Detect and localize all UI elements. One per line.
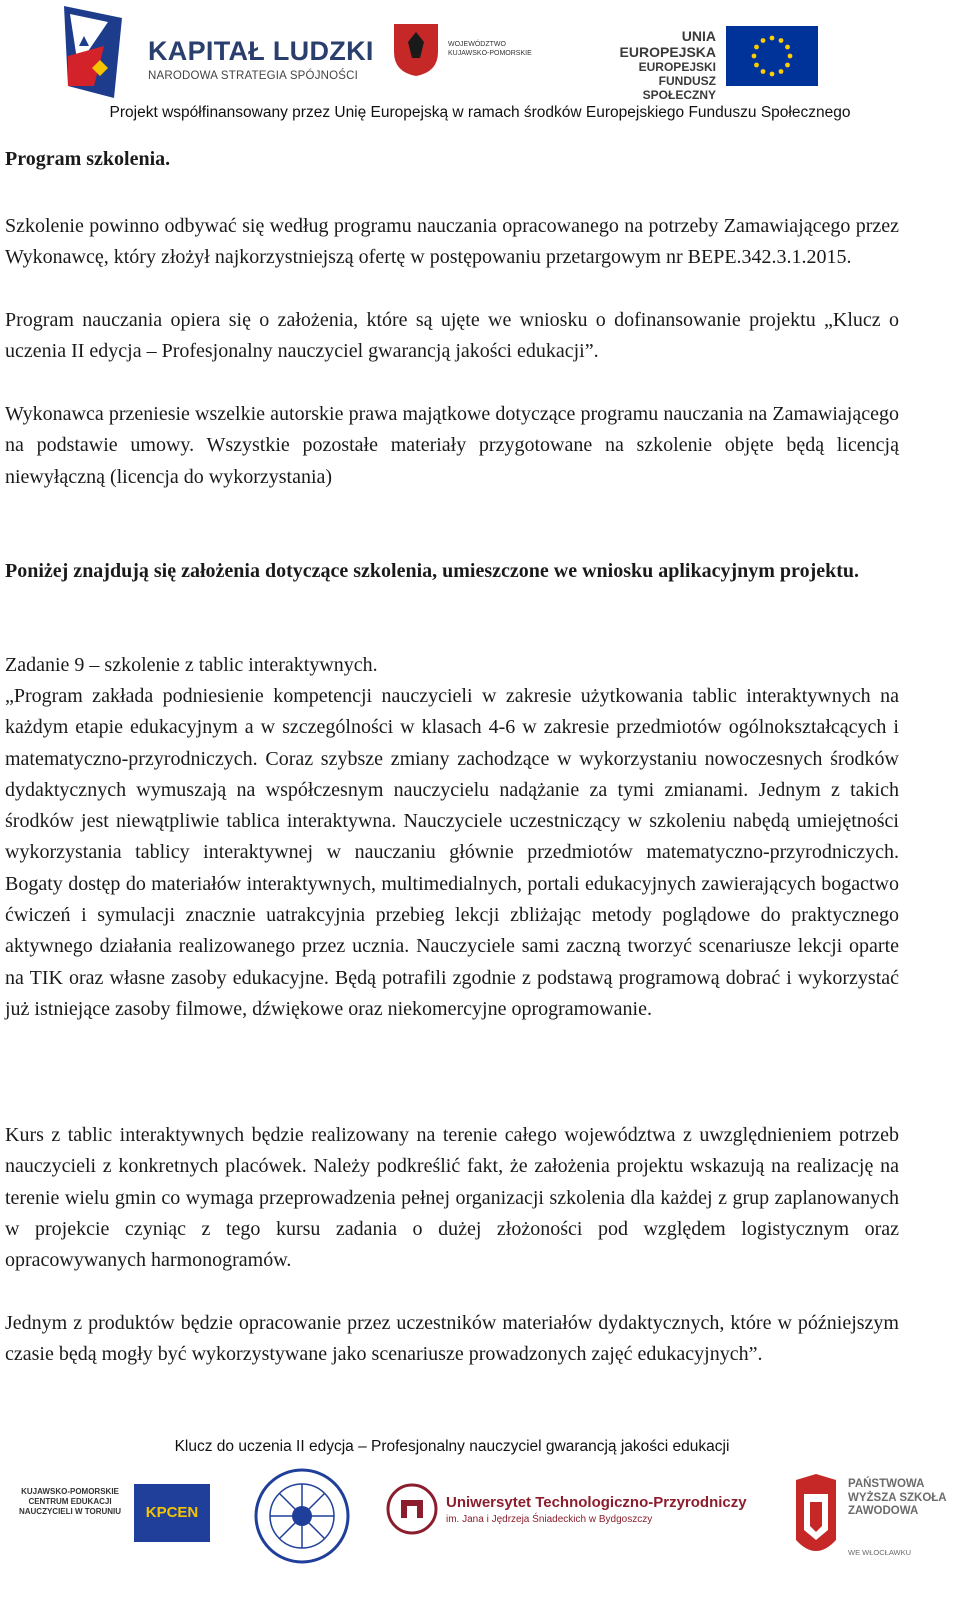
university-seal-icon [252, 1466, 352, 1566]
page-title: Program szkolenia. [5, 148, 171, 170]
utp-logo-icon [385, 1482, 439, 1536]
kpcen-logo: KPCEN [134, 1484, 210, 1542]
eu-line1: UNIA EUROPEJSKA [619, 28, 716, 60]
project-cofinancing-note: Projekt współfinansowany przez Unię Europejską w ramach środków Europejskiego Funduszu Społecznego [109, 104, 851, 121]
paragraph-program-description: „Program zakłada podniesienie kompetencji nauczycieli w zakresie użytkowania tablic interaktywnych na każdym etapie edukacyjnym a w szczególności w klasach 4-6 w zakresie przedmiotów ogólnokształcących i matematyczno-przyrodniczych. Coraz szybsze zmiany zachodzące w wykorzystaniu nowoczesnych środków dydaktycznych wymuszają na współczesnym nauczycielu nadążanie za tymi zmianami. Jednym z takich środków jest niewątpliwie tablica interaktywna. Nauczyciele uczestniczący w szkoleniu nabędą umiejętności wykorzystania tablicy interaktywnej w nauczaniu głównie przedmiotów matematyczno-przyrodniczych. Bogaty dostęp do materiałów interaktywnych, multimedialnych, portali edukacyjnych zawierających bogactwo ćwiczeń i symulacji znacznie uatrakcyjnia przebieg lekcji zbliżając metody poglądowe do praktycznego aktywnego działania realizowanego przez ucznia. Nauczyciele sami zaczną tworzyć scenariusze lekcji oparte na TIK oraz własne zasoby edukacyjne. Będą potrafili zgodnie z podstawą programową dobrać i wykorzystać już istniejące zasoby filmowe, dźwiękowe oraz niekomercyjne oprogramowanie. [5, 685, 899, 1020]
paragraph-assumptions-heading: Poniżej znajdują się założenia dotyczące szkolenia, umieszczone we wniosku aplikacyjnym projektu. [5, 560, 860, 582]
wojewodztwo-emblem-icon [392, 22, 440, 78]
eu-line3: FUNDUSZ SPOŁECZNY [642, 74, 716, 102]
eu-line2: EUROPEJSKI [638, 60, 716, 74]
paragraph-program-basis: Program nauczania opiera się o założenia, które są ujęte we wniosku o dofinansowanie projektu „Klucz o uczenia II edycja – Profesjonalny nauczyciel gwarancją jakości edukacji”. [5, 309, 899, 363]
paragraph-course-logistics: Kurs z tablic interaktywnych będzie realizowany na terenie całego województwa z uwzględnieniem potrzeb nauczycieli z konkretnych placówek. Należy podkreślić fakt, że założenia projektu wskazują na realizację na terenie wielu gmin co wymaga przeprowadzenia pełnej organizacji szkolenia dla każdej z grup zaplanowanych w projekcie czyniąc z tego kursu zadania o dużej złożoności pod względem logistycznym oraz opracowywanych harmonogramów. [5, 1124, 899, 1272]
utp-subtitle: im. Jana i Jędrzeja Śniadeckich w Bydgoszczy [446, 1514, 653, 1525]
eu-label [592, 28, 716, 102]
utp-name: Uniwersytet Technologiczno-Przyrodniczy [446, 1494, 747, 1511]
paragraph-copyright: Wykonawca przeniesie wszelkie autorskie prawa majątkowe dotyczące programu nauczania na Zamawiającego na podstawie umowy. Wszystkie pozostałe materiały przygotowane na szkolenie objęte będą licencją niewyłączną (licencja do wykorzystania) [5, 403, 899, 488]
kapital-ludzki-flag-icon [64, 6, 126, 98]
paragraph-intro: Szkolenie powinno odbywać się według programu nauczania opracowanego na potrzeby Zamawiającego przez Wykonawcę, który złożył najkorzystniejszą ofertę w postępowaniu przetargowym nr BEPE.342.3.1.2015. [5, 215, 899, 269]
pwsz-label: PAŃSTWOWA WYŻSZA SZKOŁA ZAWODOWA [848, 1478, 947, 1517]
wojewodztwo-line2: KUJAWSKO-POMORSKIE [448, 50, 532, 57]
footer-project-name: Klucz do uczenia II edycja – Profesjonalny nauczyciel gwarancją jakości edukacji [174, 1438, 730, 1455]
kapital-ludzki-subtitle: NARODOWA STRATEGIA SPÓJNOŚCI [148, 70, 359, 82]
pwsz-city: WE WŁOCŁAWKU [848, 1548, 912, 1557]
wojewodztwo-line1: WOJEWÓDZTWO [448, 41, 506, 48]
task-title: Zadanie 9 – szkolenie z tablic interaktywnych. [5, 654, 378, 676]
kapital-ludzki-title: KAPITAŁ LUDZKI [148, 36, 374, 66]
pwsz-logo-icon [790, 1470, 842, 1566]
paragraph-products: Jednym z produktów będzie opracowanie przez uczestników materiałów dydaktycznych, które w późniejszym czasie będą mogły być wykorzystywane jako scenariusze prowadzonych zajęć edukacyjnych”. [5, 1312, 899, 1366]
eu-flag-icon [726, 26, 818, 86]
wojewodztwo-label [448, 40, 532, 58]
kpcen-label: KUJAWSKO-POMORSKIE CENTRUM EDUKACJI NAUCZYCIELI W TORUNIU [18, 1487, 122, 1516]
